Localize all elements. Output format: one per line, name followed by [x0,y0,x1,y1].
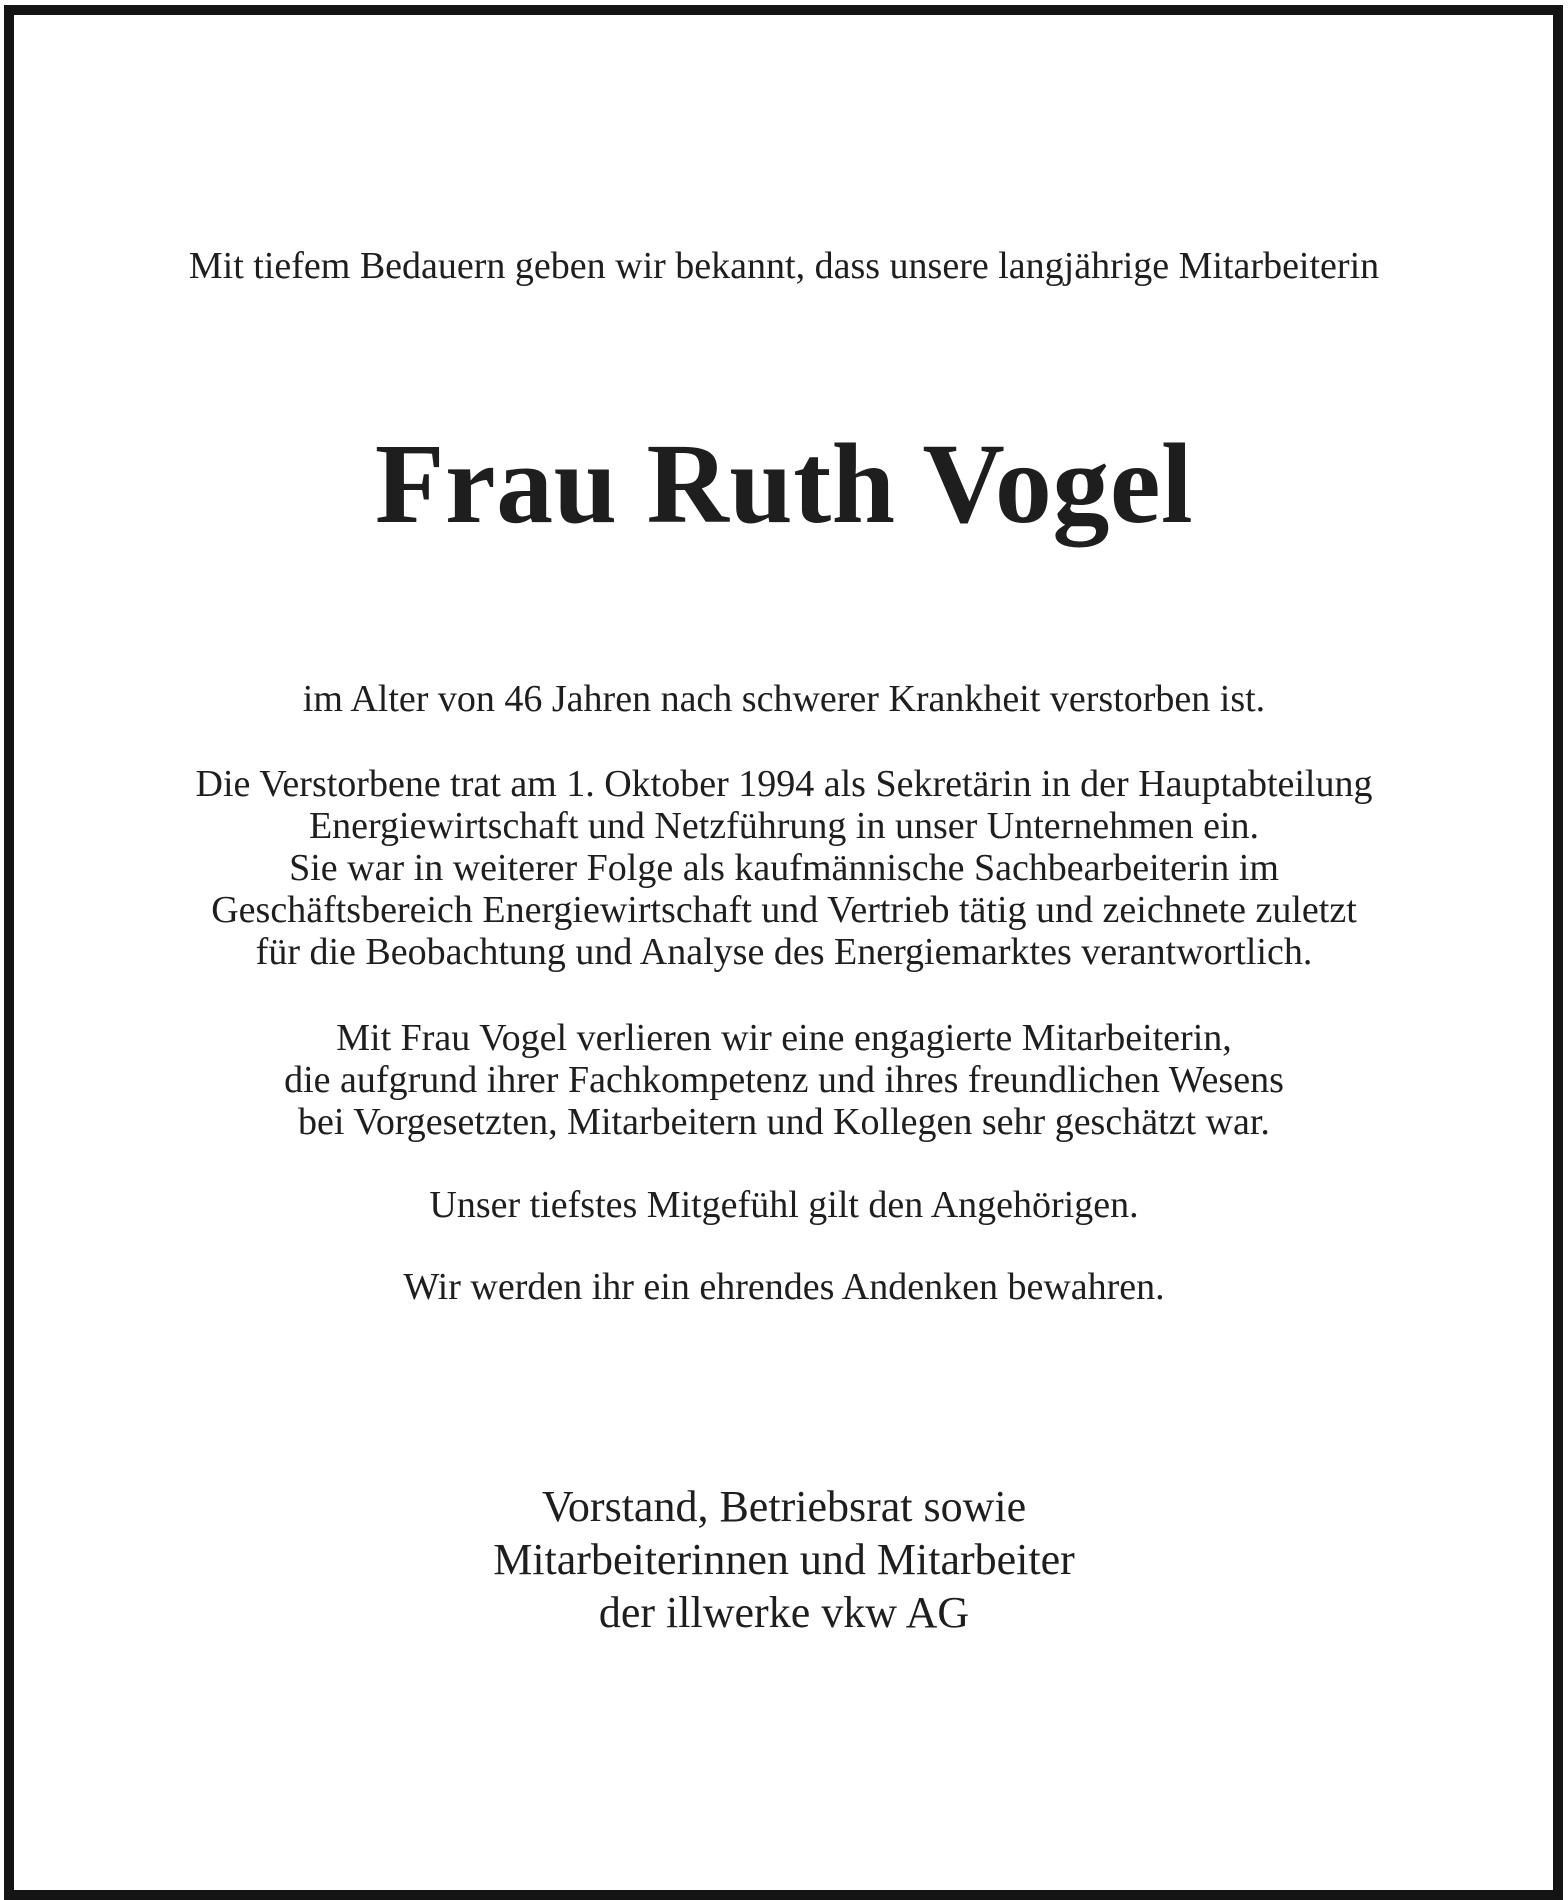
signature-block [0,1480,1568,1639]
tribute-paragraph [0,1017,1568,1143]
career-line: Sie war in weiterer Folge als kaufmännische Sachbearbeiterin im [289,847,1279,889]
age-statement: im Alter von 46 Jahren nach schwerer Krankheit verstorben ist. [302,678,1266,720]
signature-line: der illwerke vkw AG [598,1588,970,1637]
tribute-line: die aufgrund ihrer Fachkompetenz und ihres freundlichen Wesens [284,1059,1284,1101]
career-line: Geschäftsbereich Energiewirtschaft und Vertrieb tätig und zeichnete zuletzt [211,889,1357,931]
career-line: für die Beobachtung und Analyse des Energiemarktes verantwortlich. [255,931,1313,973]
signature-line: Mitarbeiterinnen und Mitarbeiter [493,1535,1075,1584]
deceased-name: Frau Ruth Vogel [374,420,1194,547]
career-line: Energiewirtschaft und Netzführung in unser Unternehmen ein. [308,805,1260,847]
signature-line: Vorstand, Betriebsrat sowie [541,1482,1027,1531]
sympathy-text: Unser tiefstes Mitgefühl gilt den Angehörigen. [429,1184,1139,1226]
tribute-line: Mit Frau Vogel verlieren wir eine engagierte Mitarbeiterin, [336,1017,1232,1059]
remembrance-text: Wir werden ihr ein ehrendes Andenken bewahren. [403,1266,1165,1308]
tribute-line: bei Vorgesetzten, Mitarbeitern und Kollegen sehr geschätzt war. [298,1101,1270,1143]
intro-text: Mit tiefem Bedauern geben wir bekannt, dass unsere langjährige Mitarbeiterin [188,245,1380,287]
career-paragraph [0,763,1568,973]
career-line: Die Verstorbene trat am 1. Oktober 1994 als Sekretärin in der Hauptabteilung [195,763,1373,805]
